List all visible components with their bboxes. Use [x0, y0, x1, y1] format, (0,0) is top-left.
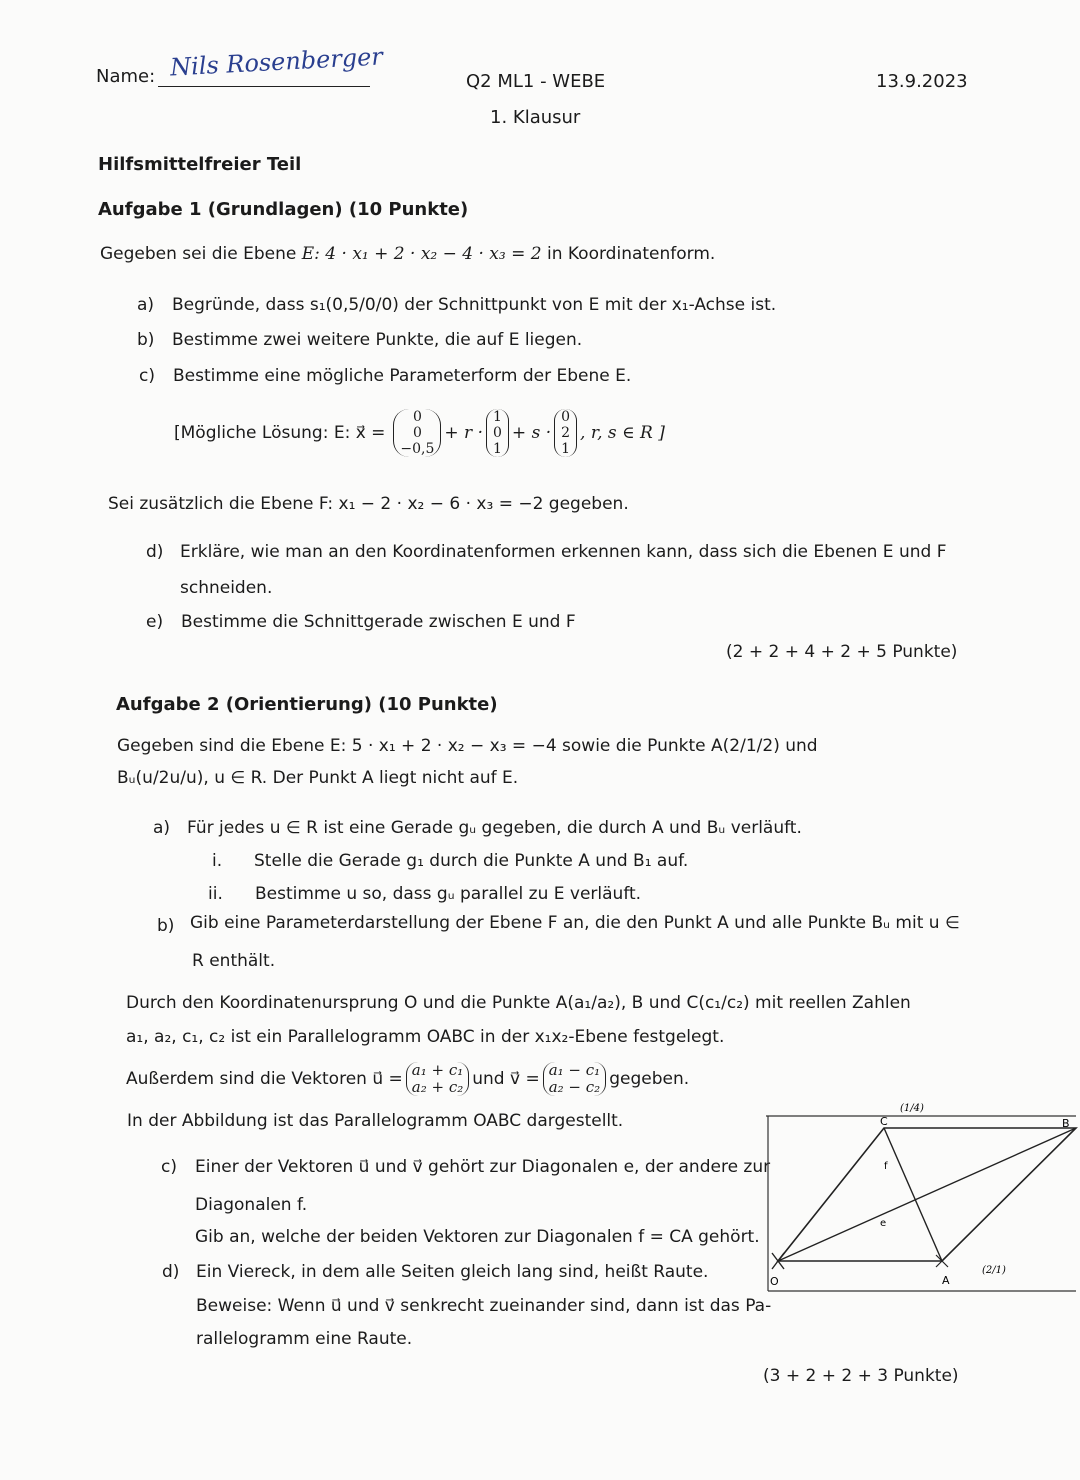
task2-b-text-1: Gib eine Parameterdarstellung der Ebene F an, die den Punkt A und alle Punkte Bᵤ mit u ∈	[190, 913, 960, 933]
vector-s-x2: 2	[561, 425, 571, 441]
parallelogram-figure	[766, 1103, 1076, 1293]
course-code: Q2 ML1 - WEBE	[466, 71, 606, 92]
label-c: C	[880, 1115, 888, 1128]
task1-e-label: e)	[146, 612, 164, 632]
plus-s: + s ·	[511, 423, 552, 443]
task2-points: (3 + 2 + 2 + 3 Punkte)	[763, 1366, 959, 1386]
task1-e-text: Bestimme die Schnittgerade zwischen E und F	[181, 612, 576, 632]
task2-c-text-2: Diagonalen f.	[195, 1195, 308, 1215]
task2-a-ii-label: ii.	[208, 884, 223, 904]
section-title: Hilfsmittelfreier Teil	[98, 154, 302, 175]
task2-para-2: a₁, a₂, c₁, c₂ ist ein Parallelogramm OABC in der x₁x₂-Ebene festgelegt.	[126, 1027, 725, 1047]
handwritten-note-a: (2/1)	[982, 1265, 1006, 1276]
task2-a-ii-text: Bestimme u so, dass gᵤ parallel zu E verläuft.	[255, 884, 642, 904]
vector-v-x2: a₂ − c₂	[548, 1078, 601, 1096]
vector-u-x1: a₁ + c₁	[411, 1061, 464, 1079]
task2-b-label: b)	[157, 916, 175, 936]
task2-vectors-line	[126, 1056, 689, 1102]
task1-f-intro: Sei zusätzlich die Ebene F: x₁ − 2 · x₂ − 6 · x₃ = −2 gegeben.	[108, 494, 629, 514]
task1-solution	[174, 398, 665, 468]
task1-d-text-1: Erkläre, wie man an den Koordinatenformen erkennen kann, dass sich die Ebenen E und F	[180, 542, 947, 562]
task2-d-text-2: Beweise: Wenn u⃗ und v⃗ senkrecht zueinander sind, dann ist das Pa-	[196, 1296, 772, 1316]
name-label: Name:	[96, 66, 156, 87]
vectors-mid: und v⃗ =	[472, 1069, 540, 1089]
task2-a-i-text: Stelle die Gerade g₁ durch die Punkte A und B₁ auf.	[254, 851, 689, 871]
vector-s-x3: 1	[561, 441, 571, 457]
task2-d-text-3: rallelogramm eine Raute.	[196, 1329, 413, 1349]
task2-c-text-3: Gib an, welche der beiden Vektoren zur Diagonalen f = CA gehört.	[195, 1227, 760, 1247]
exam-title: 1. Klausur	[490, 107, 581, 128]
task2-d-label: d)	[162, 1262, 180, 1282]
task1-intro-pre: Gegeben sei die Ebene	[100, 244, 302, 264]
task2-a-text: Für jedes u ∈ R ist eine Gerade gᵤ gegeben, die durch A und Bᵤ verläuft.	[187, 818, 802, 838]
task1-c-text: Bestimme eine mögliche Parameterform der Ebene E.	[173, 366, 632, 386]
direction-vector-r	[486, 409, 509, 457]
handwritten-note-c: (1/4)	[900, 1103, 924, 1114]
task2-c-text-1: Einer der Vektoren u⃗ und v⃗ gehört zur Diagonalen e, der andere zur	[195, 1157, 771, 1177]
task2-b-text-2: R enthält.	[192, 951, 276, 971]
vector-v	[543, 1062, 606, 1096]
vector-r-x2: 0	[493, 425, 502, 441]
task2-title: Aufgabe 2 (Orientierung) (10 Punkte)	[116, 694, 498, 715]
name-underline	[158, 86, 370, 87]
task1-d-text-2: schneiden.	[180, 578, 273, 598]
task2-intro-1: Gegeben sind die Ebene E: 5 · x₁ + 2 · x₂ − x₃ = −4 sowie die Punkte A(2/1/2) und	[117, 736, 818, 756]
vectors-prefix: Außerdem sind die Vektoren u⃗ =	[126, 1069, 403, 1089]
vector-u-x2: a₂ + c₂	[411, 1078, 464, 1096]
solution-suffix: , r, s ∈ R ]	[580, 423, 665, 443]
student-name-handwritten: Nils Rosenberger	[169, 42, 384, 82]
vector-u	[406, 1062, 469, 1096]
task2-d-text-1: Ein Viereck, in dem alle Seiten gleich lang sind, heißt Raute.	[196, 1262, 709, 1282]
support-vector-x3: −0,5	[400, 441, 435, 457]
task1-a-text: Begründe, dass s₁(0,5/0/0) der Schnittpunkt von E mit der x₁-Achse ist.	[172, 295, 777, 315]
vector-r-x1: 1	[493, 409, 502, 425]
vector-s-x1: 0	[561, 409, 571, 425]
diagonal-e	[778, 1128, 1076, 1261]
label-b: B	[1062, 1117, 1070, 1130]
task2-para-1: Durch den Koordinatenursprung O und die Punkte A(a₁/a₂), B und C(c₁/c₂) mit reellen Zahlen	[126, 993, 911, 1013]
solution-prefix: [Mögliche Lösung: E: x⃗ =	[174, 423, 386, 443]
diagonal-f	[884, 1128, 942, 1261]
vectors-suffix: gegeben.	[609, 1069, 690, 1089]
support-vector-x2: 0	[412, 425, 422, 441]
task2-intro-2: Bᵤ(u/2u/u), u ∈ R. Der Punkt A liegt nicht auf E.	[117, 768, 519, 788]
vector-v-x1: a₁ − c₁	[548, 1061, 601, 1079]
task2-a-i-label: i.	[212, 851, 223, 871]
support-vector-x1: 0	[412, 409, 422, 425]
task2-c-label: c)	[161, 1157, 177, 1177]
label-a: A	[942, 1274, 950, 1287]
task1-b-text: Bestimme zwei weitere Punkte, die auf E liegen.	[172, 330, 583, 350]
task1-c-label: c)	[139, 366, 155, 386]
task1-intro-post: in Koordinatenform.	[541, 244, 716, 264]
vector-r-x3: 1	[493, 441, 502, 457]
task1-d-label: d)	[146, 542, 164, 562]
task1-title: Aufgabe 1 (Grundlagen) (10 Punkte)	[98, 199, 469, 220]
support-vector	[393, 409, 441, 457]
task1-points: (2 + 2 + 4 + 2 + 5 Punkte)	[726, 642, 958, 662]
label-o: O	[770, 1275, 779, 1288]
task1-intro	[100, 244, 715, 264]
label-e: e	[880, 1218, 887, 1229]
task1-a-label: a)	[137, 295, 155, 315]
label-f: f	[884, 1161, 888, 1172]
task2-figure-intro: In der Abbildung ist das Parallelogramm OABC dargestellt.	[127, 1111, 624, 1131]
task1-intro-equation: E: 4 · x₁ + 2 · x₂ − 4 · x₃ = 2	[301, 244, 542, 264]
task1-b-label: b)	[137, 330, 155, 350]
plus-r: + r ·	[444, 423, 483, 443]
task2-a-label: a)	[153, 818, 171, 838]
direction-vector-s	[554, 409, 577, 457]
exam-date: 13.9.2023	[876, 71, 968, 92]
